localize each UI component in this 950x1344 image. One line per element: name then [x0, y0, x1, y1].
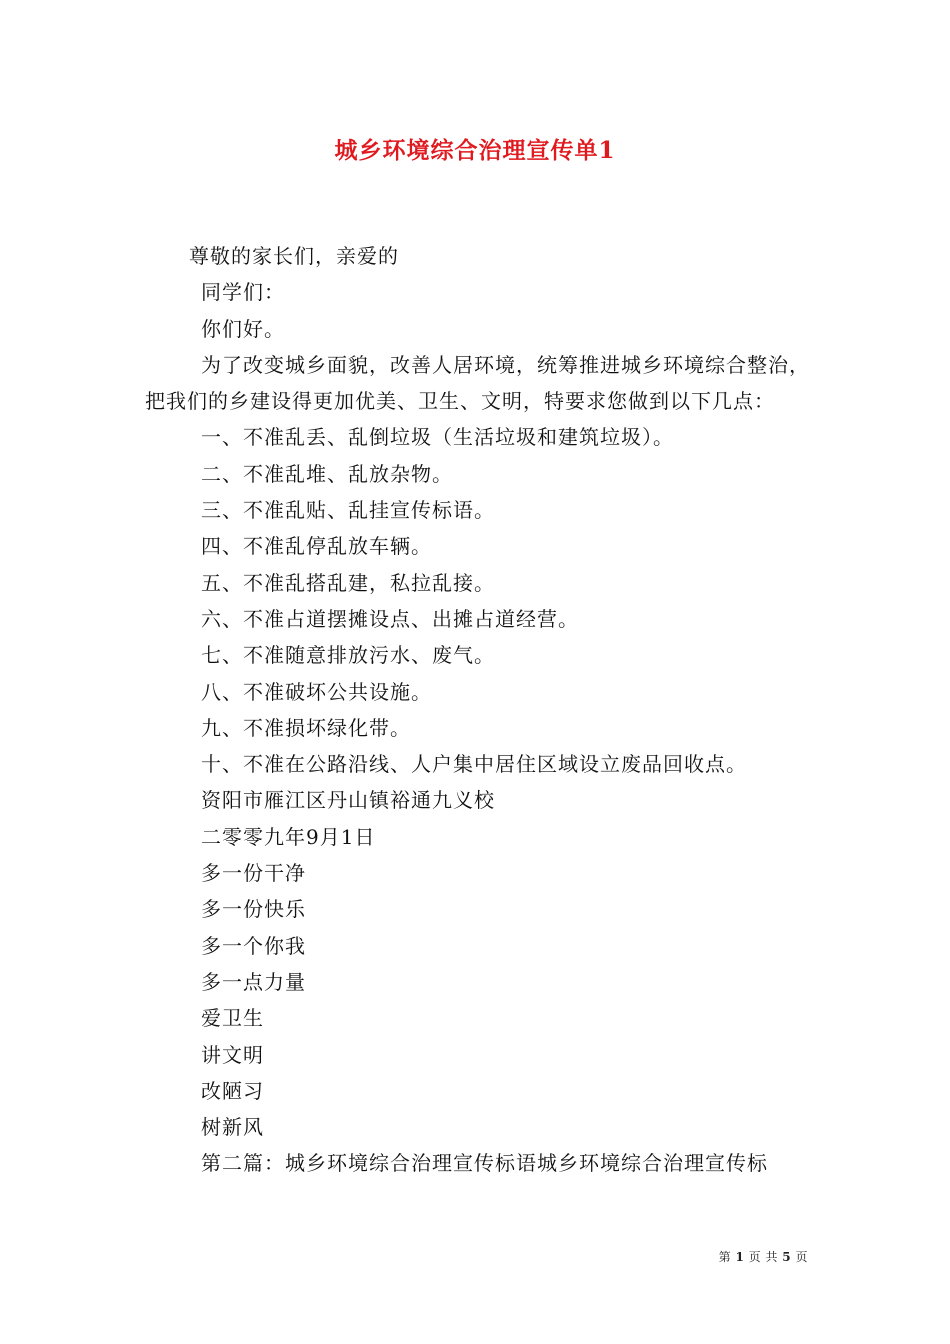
rule-item-6: 六、不准占道摆摊设点、出摊占道经营。	[201, 606, 579, 631]
slogan-line-4: 多一点力量	[201, 969, 306, 994]
rule-item-1: 一、不准乱丢、乱倒垃圾（生活垃圾和建筑垃圾）。	[201, 425, 674, 450]
rule-item-5: 五、不准乱搭乱建，私拉乱接。	[201, 570, 495, 595]
slogan-line-7: 改陋习	[201, 1078, 264, 1103]
rule-item-10: 十、不准在公路沿线、人户集中居住区域设立废品回收点。	[201, 752, 747, 777]
students-line: 同学们：	[201, 280, 285, 305]
footer-total-pages: 5	[782, 1250, 792, 1264]
rule-item-3: 三、不准乱贴、乱挂宣传标语。	[201, 498, 495, 523]
document-title: 城乡环境综合治理宣传单1	[334, 137, 616, 164]
footer-suffix: 页	[795, 1250, 808, 1264]
rule-item-7: 七、不准随意排放污水、废气。	[201, 643, 495, 668]
hello-line: 你们好。	[201, 316, 285, 341]
slogan-line-3: 多一个你我	[201, 933, 306, 958]
intro-paragraph: 为了改变城乡面貌，改善人居环境，统筹推进城乡环境综合整治，把我们的乡建设得更加优美、卫生、文明，特要求您做到以下几点：	[145, 352, 810, 414]
slogan-line-1: 多一份干净	[201, 861, 306, 886]
slogan-line-2: 多一份快乐	[201, 897, 306, 922]
slogan-line-5: 爱卫生	[201, 1006, 264, 1031]
slogan-line-8: 树新风	[201, 1115, 264, 1140]
footer-current-page: 1	[735, 1250, 745, 1264]
footer-prefix: 第	[718, 1250, 732, 1264]
signature-school: 资阳市雁江区丹山镇裕通九义校	[201, 788, 495, 813]
rule-item-2: 二、不准乱堆、乱放杂物。	[201, 461, 453, 486]
next-section-heading: 第二篇：城乡环境综合治理宣传标语城乡环境综合治理宣传标	[201, 1151, 768, 1176]
page-footer	[719, 1248, 808, 1265]
rule-item-4: 四、不准乱停乱放车辆。	[201, 534, 432, 559]
rule-item-8: 八、不准破坏公共设施。	[201, 679, 432, 704]
signature-date: 二零零九年9月1日	[201, 824, 376, 849]
footer-middle: 页 共	[748, 1250, 778, 1264]
rule-item-9: 九、不准损坏绿化带。	[201, 715, 411, 740]
greeting-line: 尊敬的家长们，亲爱的	[189, 244, 399, 268]
document-body	[145, 238, 810, 1182]
slogan-line-6: 讲文明	[201, 1042, 264, 1067]
